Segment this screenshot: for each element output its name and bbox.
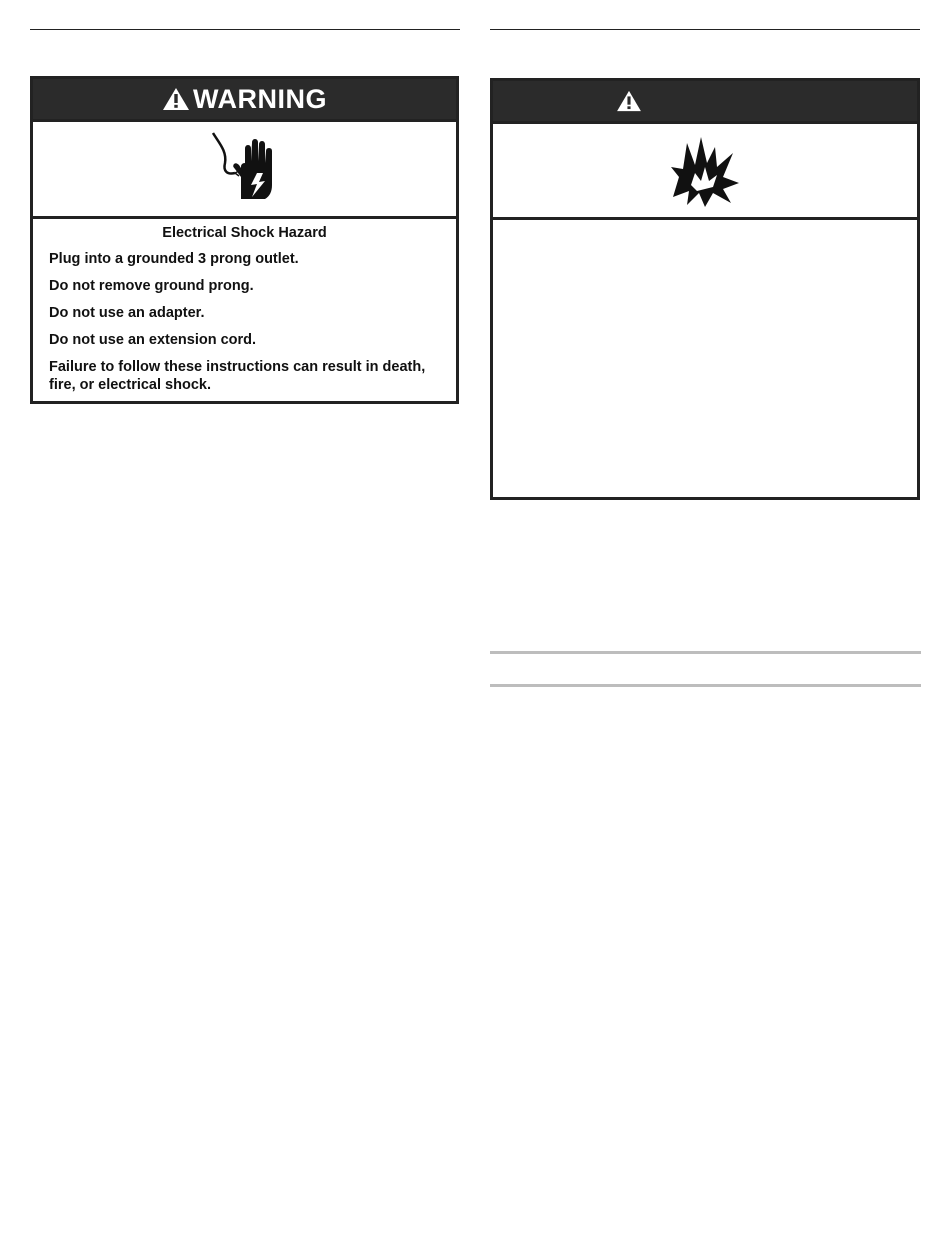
warning-triangle-icon (616, 90, 642, 112)
warning-body (493, 220, 917, 234)
signal-word: WARNING (193, 83, 327, 114)
electric-shock-hand-icon (205, 129, 285, 209)
electrical-shock-warning-box (30, 76, 459, 404)
top-rule-right (490, 29, 920, 30)
instruction-line: Plug into a grounded 3 prong outlet. (49, 251, 299, 267)
instruction-line: Do not use an extension cord. (49, 332, 257, 348)
pictogram-area (493, 124, 917, 220)
hazard-title: Electrical Shock Hazard (162, 225, 327, 241)
warning-triangle-icon (162, 87, 190, 111)
warning-body (33, 219, 456, 402)
section-divider (490, 651, 921, 654)
section-divider (490, 684, 921, 687)
explosion-icon (665, 133, 745, 209)
pictogram-area (33, 122, 456, 219)
top-rule-left (30, 29, 460, 30)
instruction-line: Do not use an adapter. (49, 305, 205, 321)
explosion-warning-box (490, 78, 920, 500)
instruction-line: Do not remove ground prong. (49, 278, 254, 294)
warning-header (33, 79, 456, 122)
warning-header (493, 81, 917, 124)
instruction-line: Failure to follow these instructions can result in death, fire, or electrical shock. (49, 359, 426, 393)
